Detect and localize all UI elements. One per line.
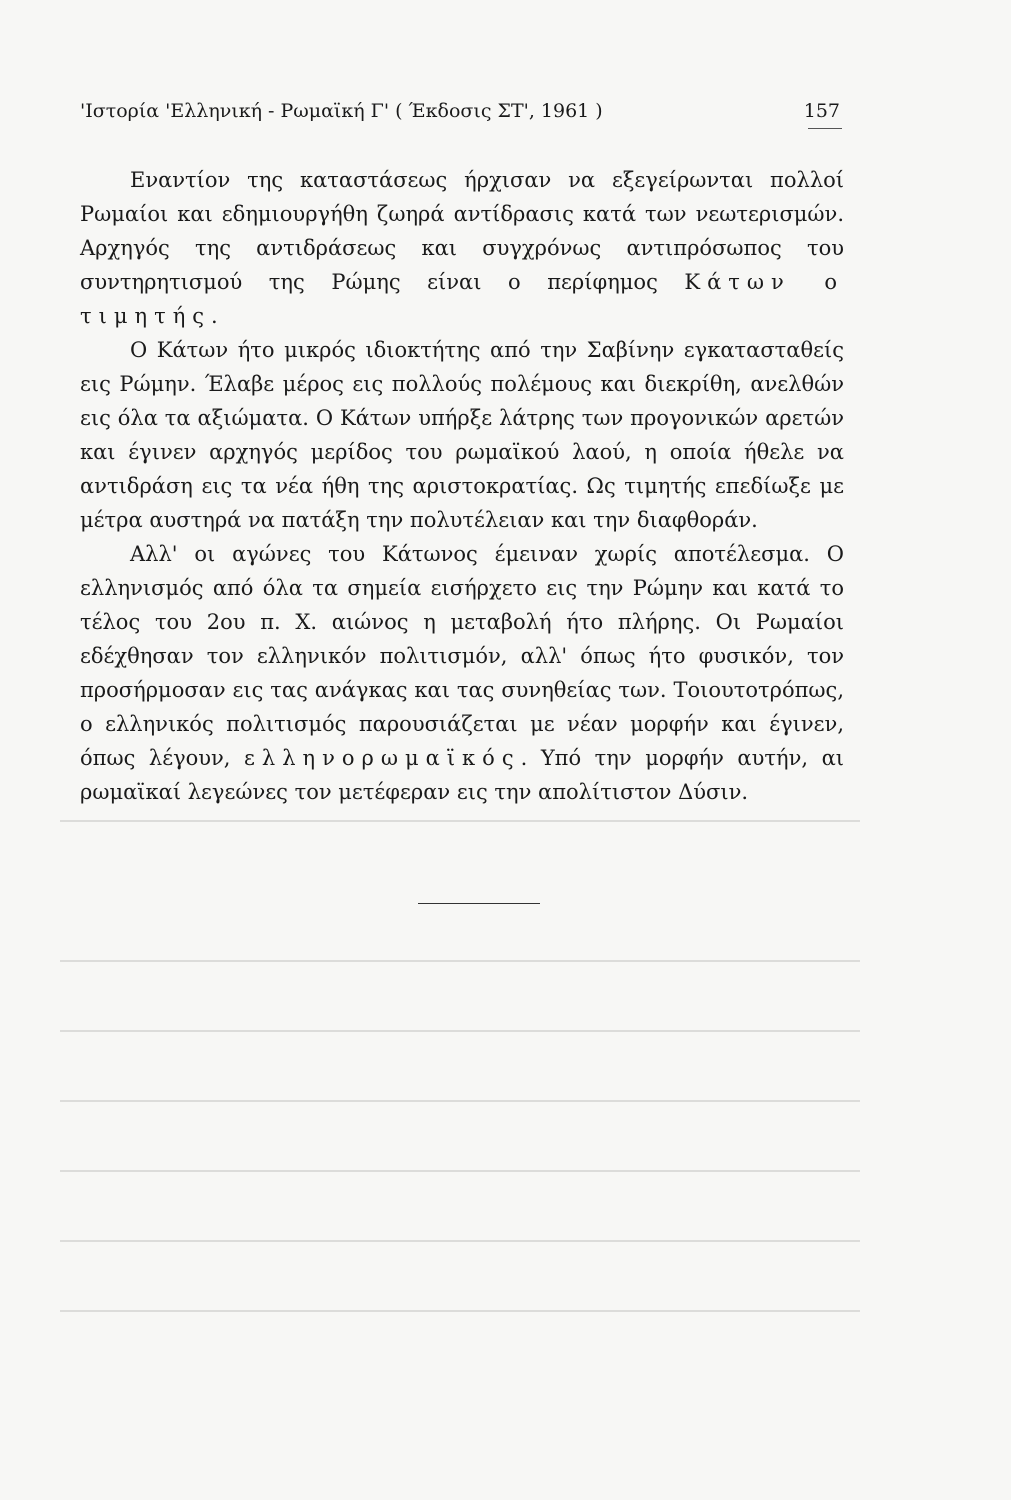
body-text [80, 163, 844, 809]
paragraph-1 [80, 163, 844, 333]
bleed-through-line [60, 960, 860, 962]
bleed-through-line [60, 1240, 860, 1242]
page-number: 157 [803, 100, 840, 122]
section-end-rule [418, 903, 540, 904]
bleed-through-line [60, 1310, 860, 1312]
spaced-term: ελληνορωμαϊκός [244, 746, 521, 770]
paragraph-text: Αλλ' οι αγώνες του Κάτωνος έμειναν χωρίς αποτέλεσμα. Ο ελληνισμός από όλα τα σημεία εισήρχετο εις την Ρώμην και κατά το τέλος του 2ου π. Χ. αιώνος η μεταβολή ήτο πλήρης. Οι Ρωμαίοι εδέχθησαν τον ελληνικόν πολιτισμόν, αλλ' όπως ήτο φυσικόν, τον προσήρμοσαν εις τας ανάγκας και τας συνηθείας των. Τοιουτοτρόπως, ο ελληνικός πολιτισμός παρουσιάζεται με νέαν μορφήν και έγινεν, όπως λέγουν, [80, 542, 844, 770]
bleed-through-line [60, 1170, 860, 1172]
running-header [80, 100, 840, 128]
paragraph-3 [80, 537, 844, 809]
header-rule [808, 128, 842, 129]
spaced-name: Κάτων ο τιμητής [80, 270, 844, 328]
paragraph-2 [80, 333, 844, 537]
paragraph-text: Ο Κάτων ήτο μικρός ιδιοκτήτης από την Σαβίνην εγκατασταθείς εις Ρώμην. Έλαβε μέρος εις πολλούς πολέμους και διεκρίθη, ανελθών εις όλα τα αξιώματα. Ο Κάτων υπήρξε λάτρης των προγονικών αρετών και έγινεν αρχηγός μερίδος του ρωμαϊκού λαού, η οποία ήθελε να αντιδράση εις τα νέα ήθη της αριστοκρατίας. Ως τιμητής επεδίωξε με μέτρα αυστηρά να πατάξη την πολυτέλειαν και την διαφθοράν. [80, 338, 844, 532]
header-title: 'Ιστορία 'Ελληνική - Ρωμαϊκή Γ' ( Έκδοσις ΣΤ', 1961 ) [80, 100, 603, 122]
bleed-through-line [60, 820, 860, 822]
paragraph-text: . Υπό την μορφήν αυτήν, αι ρωμαϊκαί λεγεώνες τον μετέφεραν εις την απολίτιστον Δύσιν. [80, 746, 844, 804]
bleed-through-line [60, 1030, 860, 1032]
paragraph-text: . [211, 304, 218, 328]
bleed-through-line [60, 1100, 860, 1102]
paragraph-text: Εναντίον της καταστάσεως ήρχισαν να εξεγείρωνται πολλοί Ρωμαίοι και εδημιουργήθη ζωηρά αντίδρασις κατά των νεωτερισμών. Αρχηγός της αντιδράσεως και συγχρόνως αντιπρόσωπος του συντηρητισμού της Ρώμης είναι ο περίφημος [80, 168, 844, 294]
